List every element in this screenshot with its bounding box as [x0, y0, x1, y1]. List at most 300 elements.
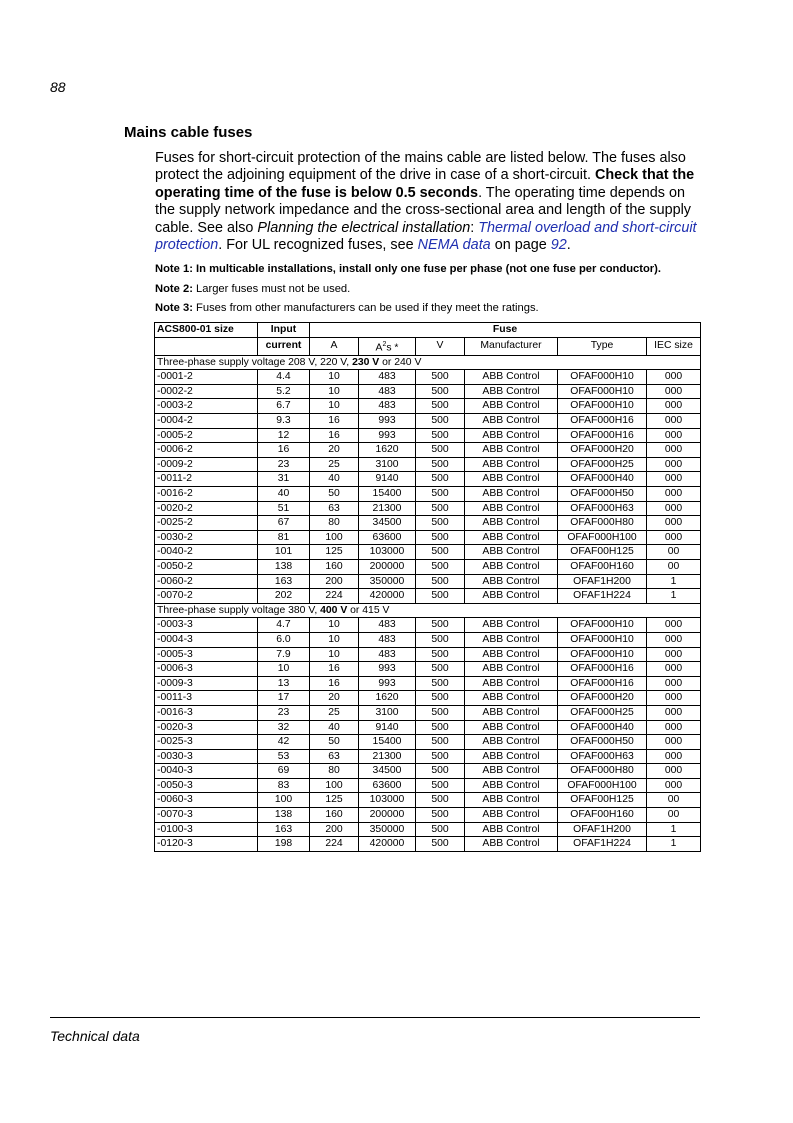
table-row	[155, 705, 701, 720]
table-cell: -0060-2	[155, 574, 258, 589]
table-cell: 500	[416, 574, 465, 589]
table-cell: 500	[416, 676, 465, 691]
table-row	[155, 778, 701, 793]
header-size: ACS800-01 size	[155, 323, 258, 338]
table-cell: ABB Control	[465, 414, 558, 429]
table-cell: -0025-2	[155, 516, 258, 531]
table-cell: 80	[310, 764, 359, 779]
table-cell: 9140	[359, 720, 416, 735]
table-cell: 000	[647, 384, 701, 399]
table-cell: 500	[416, 370, 465, 385]
table-cell: 483	[359, 370, 416, 385]
table-cell: 103000	[359, 793, 416, 808]
header-v: V	[416, 337, 465, 355]
table-cell: 163	[258, 822, 310, 837]
table-cell: -0005-3	[155, 647, 258, 662]
table-cell: 5.2	[258, 384, 310, 399]
table-cell: 63	[310, 749, 359, 764]
table-row	[155, 384, 701, 399]
table-cell: 34500	[359, 516, 416, 531]
table-cell: 000	[647, 691, 701, 706]
table-cell: -0006-2	[155, 443, 258, 458]
table-cell: 12	[258, 428, 310, 443]
table-cell: ABB Control	[465, 808, 558, 823]
table-row	[155, 793, 701, 808]
table-cell: 50	[310, 487, 359, 502]
table-cell: ABB Control	[465, 837, 558, 852]
table-cell: OFAF1H200	[558, 574, 647, 589]
table-cell: 16	[310, 676, 359, 691]
table-row	[155, 822, 701, 837]
table-cell: ABB Control	[465, 530, 558, 545]
table-cell: 224	[310, 589, 359, 604]
table-cell: ABB Control	[465, 501, 558, 516]
table-cell: ABB Control	[465, 472, 558, 487]
table-cell: OFAF1H224	[558, 589, 647, 604]
table-cell: -0004-2	[155, 414, 258, 429]
table-cell: OFAF000H40	[558, 720, 647, 735]
table-cell: 23	[258, 457, 310, 472]
table-cell: 500	[416, 632, 465, 647]
table-row	[155, 472, 701, 487]
table-cell: 500	[416, 384, 465, 399]
table-cell: 500	[416, 443, 465, 458]
table-cell: ABB Control	[465, 370, 558, 385]
section-title: Mains cable fuses	[124, 124, 253, 141]
table-cell: ABB Control	[465, 487, 558, 502]
table-cell: -0030-3	[155, 749, 258, 764]
table-cell: -0025-3	[155, 735, 258, 750]
table-cell: OFAF000H50	[558, 487, 647, 502]
table-cell: 500	[416, 749, 465, 764]
table-cell: 500	[416, 822, 465, 837]
table-cell: OFAF000H80	[558, 764, 647, 779]
table-row	[155, 618, 701, 633]
table-cell: 1	[647, 574, 701, 589]
table-cell: 10	[310, 618, 359, 633]
table-cell: 000	[647, 487, 701, 502]
table-cell: 20	[310, 691, 359, 706]
table-cell: 000	[647, 414, 701, 429]
table-cell: 1620	[359, 691, 416, 706]
table-cell: -0040-3	[155, 764, 258, 779]
table-cell: OFAF000H20	[558, 443, 647, 458]
table-cell: ABB Control	[465, 662, 558, 677]
table-cell: 000	[647, 530, 701, 545]
table-cell: -0001-2	[155, 370, 258, 385]
table-cell: -0040-2	[155, 545, 258, 560]
table-cell: 500	[416, 705, 465, 720]
table-cell: 500	[416, 618, 465, 633]
header-iec: IEC size	[647, 337, 701, 355]
table-cell: 34500	[359, 764, 416, 779]
table-cell: 1620	[359, 443, 416, 458]
table-cell: OFAF000H16	[558, 428, 647, 443]
table-cell: 1	[647, 837, 701, 852]
table-cell: 200000	[359, 808, 416, 823]
header-manufacturer: Manufacturer	[465, 337, 558, 355]
table-cell: 000	[647, 735, 701, 750]
table-row	[155, 735, 701, 750]
table-cell: 500	[416, 399, 465, 414]
table-cell: 500	[416, 516, 465, 531]
table-cell: -0002-2	[155, 384, 258, 399]
table-cell: 000	[647, 720, 701, 735]
table-cell: OFAF000H25	[558, 705, 647, 720]
section-row-230v: Three-phase supply voltage 208 V, 220 V, 230 V or 240 V	[155, 355, 701, 370]
table-row	[155, 545, 701, 560]
table-cell: ABB Control	[465, 735, 558, 750]
note-1-label: Note 1:	[155, 263, 193, 275]
table-cell: ABB Control	[465, 443, 558, 458]
table-cell: 21300	[359, 501, 416, 516]
table-cell: 000	[647, 778, 701, 793]
table-cell: ABB Control	[465, 691, 558, 706]
note-3-label: Note 3:	[155, 302, 193, 314]
table-cell: 500	[416, 720, 465, 735]
table-cell: 500	[416, 472, 465, 487]
header-size-blank	[155, 337, 258, 355]
table-cell: 138	[258, 559, 310, 574]
table-cell: 500	[416, 662, 465, 677]
header-current: current	[258, 337, 310, 355]
table-cell: 000	[647, 443, 701, 458]
table-cell: ABB Control	[465, 618, 558, 633]
table-cell: 40	[310, 720, 359, 735]
table-cell: 00	[647, 808, 701, 823]
table-cell: 160	[310, 808, 359, 823]
table-cell: 6.7	[258, 399, 310, 414]
table-cell: 483	[359, 384, 416, 399]
table-cell: 6.0	[258, 632, 310, 647]
fuse-table	[154, 322, 701, 852]
table-cell: OFAF000H10	[558, 399, 647, 414]
table-cell: 10	[258, 662, 310, 677]
table-cell: OFAF000H80	[558, 516, 647, 531]
table-cell: 10	[310, 370, 359, 385]
footer-divider	[50, 1017, 700, 1018]
table-cell: OFAF000H10	[558, 384, 647, 399]
table-cell: 4.4	[258, 370, 310, 385]
table-cell: 163	[258, 574, 310, 589]
table-cell: -0005-2	[155, 428, 258, 443]
table-cell: 000	[647, 516, 701, 531]
header-fuse-group: Fuse	[310, 323, 701, 338]
table-cell: 16	[310, 428, 359, 443]
table-cell: 69	[258, 764, 310, 779]
intro-text: . For UL recognized fuses, see	[218, 237, 418, 254]
table-cell: OFAF00H160	[558, 559, 647, 574]
table-cell: 100	[310, 530, 359, 545]
table-cell: OFAF00H125	[558, 545, 647, 560]
table-cell: OFAF000H40	[558, 472, 647, 487]
table-cell: 17	[258, 691, 310, 706]
table-cell: 101	[258, 545, 310, 560]
table-cell: 000	[647, 647, 701, 662]
table-cell: 000	[647, 618, 701, 633]
table-cell: 1	[647, 589, 701, 604]
table-cell: 00	[647, 559, 701, 574]
table-cell: 10	[310, 384, 359, 399]
table-cell: 20	[310, 443, 359, 458]
table-cell: 500	[416, 559, 465, 574]
table-cell: 16	[258, 443, 310, 458]
page-number: 88	[50, 79, 66, 95]
note-3-text: Fuses from other manufacturers can be used if they meet the ratings.	[192, 302, 539, 314]
table-cell: ABB Control	[465, 574, 558, 589]
table-row	[155, 574, 701, 589]
table-cell: 31	[258, 472, 310, 487]
table-cell: 50	[310, 735, 359, 750]
table-cell: 500	[416, 428, 465, 443]
table-cell: 4.7	[258, 618, 310, 633]
table-cell: 224	[310, 837, 359, 852]
table-cell: 483	[359, 618, 416, 633]
table-cell: 80	[310, 516, 359, 531]
table-cell: 202	[258, 589, 310, 604]
table-cell: OFAF00H160	[558, 808, 647, 823]
table-cell: -0070-2	[155, 589, 258, 604]
table-cell: ABB Control	[465, 764, 558, 779]
table-cell: ABB Control	[465, 559, 558, 574]
table-cell: -0011-2	[155, 472, 258, 487]
intro-text: .	[566, 237, 571, 254]
table-cell: 100	[258, 793, 310, 808]
table-cell: -0006-3	[155, 662, 258, 677]
note-3	[155, 302, 539, 314]
table-cell: 000	[647, 399, 701, 414]
table-cell: ABB Control	[465, 399, 558, 414]
nema-data-link[interactable]: NEMA data	[417, 237, 491, 254]
table-cell: 63	[310, 501, 359, 516]
table-cell: 500	[416, 764, 465, 779]
table-row	[155, 443, 701, 458]
table-cell: 200	[310, 822, 359, 837]
table-cell: ABB Control	[465, 793, 558, 808]
table-cell: ABB Control	[465, 516, 558, 531]
table-cell: OFAF000H10	[558, 647, 647, 662]
page-92-link[interactable]: 92	[550, 237, 567, 254]
table-cell: 40	[310, 472, 359, 487]
table-cell: 00	[647, 545, 701, 560]
table-cell: OFAF000H100	[558, 530, 647, 545]
table-cell: 500	[416, 457, 465, 472]
table-cell: 500	[416, 793, 465, 808]
table-row	[155, 676, 701, 691]
table-cell: 160	[310, 559, 359, 574]
table-row	[155, 691, 701, 706]
table-cell: -0004-3	[155, 632, 258, 647]
table-cell: OFAF000H25	[558, 457, 647, 472]
table-cell: 16	[310, 662, 359, 677]
table-cell: 993	[359, 414, 416, 429]
table-cell: 350000	[359, 822, 416, 837]
table-cell: 500	[416, 414, 465, 429]
table-cell: 483	[359, 647, 416, 662]
table-cell: -0011-3	[155, 691, 258, 706]
header-input: Input	[258, 323, 310, 338]
table-cell: 42	[258, 735, 310, 750]
table-cell: 993	[359, 676, 416, 691]
table-cell: 3100	[359, 457, 416, 472]
note-1	[155, 263, 661, 275]
table-cell: 51	[258, 501, 310, 516]
table-cell: -0020-3	[155, 720, 258, 735]
table-cell: 40	[258, 487, 310, 502]
table-cell: 100	[310, 778, 359, 793]
table-cell: -0020-2	[155, 501, 258, 516]
table-cell: 21300	[359, 749, 416, 764]
table-cell: -0120-3	[155, 837, 258, 852]
table-cell: 7.9	[258, 647, 310, 662]
table-cell: ABB Control	[465, 632, 558, 647]
table-cell: 00	[647, 793, 701, 808]
table-cell: 23	[258, 705, 310, 720]
table-cell: ABB Control	[465, 589, 558, 604]
table-row	[155, 487, 701, 502]
note-1-text: In multicable installations, install only one fuse per phase (not one fuse per conductor).	[192, 263, 661, 275]
table-cell: -0100-3	[155, 822, 258, 837]
table-cell: ABB Control	[465, 720, 558, 735]
table-cell: 500	[416, 589, 465, 604]
table-cell: 000	[647, 370, 701, 385]
table-cell: OFAF000H50	[558, 735, 647, 750]
table-cell: 500	[416, 487, 465, 502]
intro-text: . The operating time depends on the supply network impedance and the cross-sectional area and length of the supply cable. See also	[155, 184, 691, 236]
table-cell: 67	[258, 516, 310, 531]
table-cell: 63600	[359, 778, 416, 793]
table-cell: 000	[647, 705, 701, 720]
intro-text: Fuses for short-circuit protection of the mains cable are listed below. The fuses also protect the adjoining equipment of the drive in case of a short-circuit.	[155, 150, 686, 184]
table-cell: 500	[416, 808, 465, 823]
table-row	[155, 428, 701, 443]
table-cell: 198	[258, 837, 310, 852]
table-cell: 125	[310, 793, 359, 808]
intro-bold-warning: Check that the operating time of the fuse is below 0.5 seconds	[155, 167, 695, 201]
table-cell: OFAF000H16	[558, 662, 647, 677]
table-cell: 25	[310, 457, 359, 472]
table-cell: 138	[258, 808, 310, 823]
table-cell: 500	[416, 647, 465, 662]
table-cell: 350000	[359, 574, 416, 589]
table-row	[155, 501, 701, 516]
table-cell: 000	[647, 457, 701, 472]
table-cell: OFAF000H16	[558, 414, 647, 429]
table-cell: -0003-2	[155, 399, 258, 414]
note-2	[155, 283, 350, 295]
table-cell: ABB Control	[465, 457, 558, 472]
intro-italic-ref: Planning the electrical installation	[257, 219, 471, 236]
table-cell: 420000	[359, 837, 416, 852]
table-row	[155, 559, 701, 574]
table-cell: -0070-3	[155, 808, 258, 823]
table-cell: 16	[310, 414, 359, 429]
header-type: Type	[558, 337, 647, 355]
table-cell: 1	[647, 822, 701, 837]
table-row	[155, 530, 701, 545]
table-cell: OFAF000H10	[558, 618, 647, 633]
table-cell: 32	[258, 720, 310, 735]
table-cell: 25	[310, 705, 359, 720]
table-cell: 500	[416, 735, 465, 750]
thermal-overload-link[interactable]: Thermal overload and short-circuit protection	[155, 219, 697, 254]
intro-text: :	[470, 219, 479, 236]
table-cell: -0050-3	[155, 778, 258, 793]
table-cell: ABB Control	[465, 676, 558, 691]
table-cell: 500	[416, 778, 465, 793]
table-cell: OFAF000H10	[558, 632, 647, 647]
table-cell: OFAF000H10	[558, 370, 647, 385]
table-cell: -0003-3	[155, 618, 258, 633]
table-cell: OFAF000H20	[558, 691, 647, 706]
table-cell: ABB Control	[465, 778, 558, 793]
table-cell: 63600	[359, 530, 416, 545]
table-row	[155, 720, 701, 735]
table-row	[155, 662, 701, 677]
table-cell: -0009-3	[155, 676, 258, 691]
table-cell: OFAF000H63	[558, 749, 647, 764]
table-cell: 15400	[359, 487, 416, 502]
table-cell: 200000	[359, 559, 416, 574]
table-cell: 10	[310, 632, 359, 647]
table-cell: 500	[416, 501, 465, 516]
header-a: A	[310, 337, 359, 355]
table-cell: 500	[416, 837, 465, 852]
table-cell: 500	[416, 691, 465, 706]
table-row	[155, 399, 701, 414]
table-cell: 993	[359, 428, 416, 443]
table-cell: -0016-2	[155, 487, 258, 502]
table-cell: OFAF00H125	[558, 793, 647, 808]
table-cell: 125	[310, 545, 359, 560]
table-cell: 3100	[359, 705, 416, 720]
footer-text: Technical data	[50, 1028, 140, 1044]
table-row	[155, 516, 701, 531]
table-cell: ABB Control	[465, 545, 558, 560]
table-cell: 10	[310, 399, 359, 414]
table-cell: 420000	[359, 589, 416, 604]
table-cell: 000	[647, 749, 701, 764]
table-row	[155, 414, 701, 429]
table-cell: OFAF000H16	[558, 676, 647, 691]
section-row-400v: Three-phase supply voltage 380 V, 400 V or 415 V	[155, 603, 701, 618]
table-cell: 9.3	[258, 414, 310, 429]
table-cell: -0060-3	[155, 793, 258, 808]
table-cell: 53	[258, 749, 310, 764]
table-row	[155, 589, 701, 604]
table-row	[155, 749, 701, 764]
table-cell: 15400	[359, 735, 416, 750]
table-cell: 000	[647, 472, 701, 487]
intro-text: on page	[490, 237, 551, 254]
table-cell: ABB Control	[465, 384, 558, 399]
table-cell: 483	[359, 632, 416, 647]
table-cell: 000	[647, 676, 701, 691]
table-cell: -0030-2	[155, 530, 258, 545]
table-cell: OFAF1H224	[558, 837, 647, 852]
table-row	[155, 632, 701, 647]
header-a2s: $A^2s$ *	[359, 337, 416, 355]
table-cell: 993	[359, 662, 416, 677]
table-row	[155, 647, 701, 662]
table-cell: ABB Control	[465, 749, 558, 764]
table-cell: ABB Control	[465, 822, 558, 837]
table-cell: ABB Control	[465, 428, 558, 443]
table-row	[155, 370, 701, 385]
table-cell: -0016-3	[155, 705, 258, 720]
table-cell: 000	[647, 428, 701, 443]
table-cell: 500	[416, 545, 465, 560]
